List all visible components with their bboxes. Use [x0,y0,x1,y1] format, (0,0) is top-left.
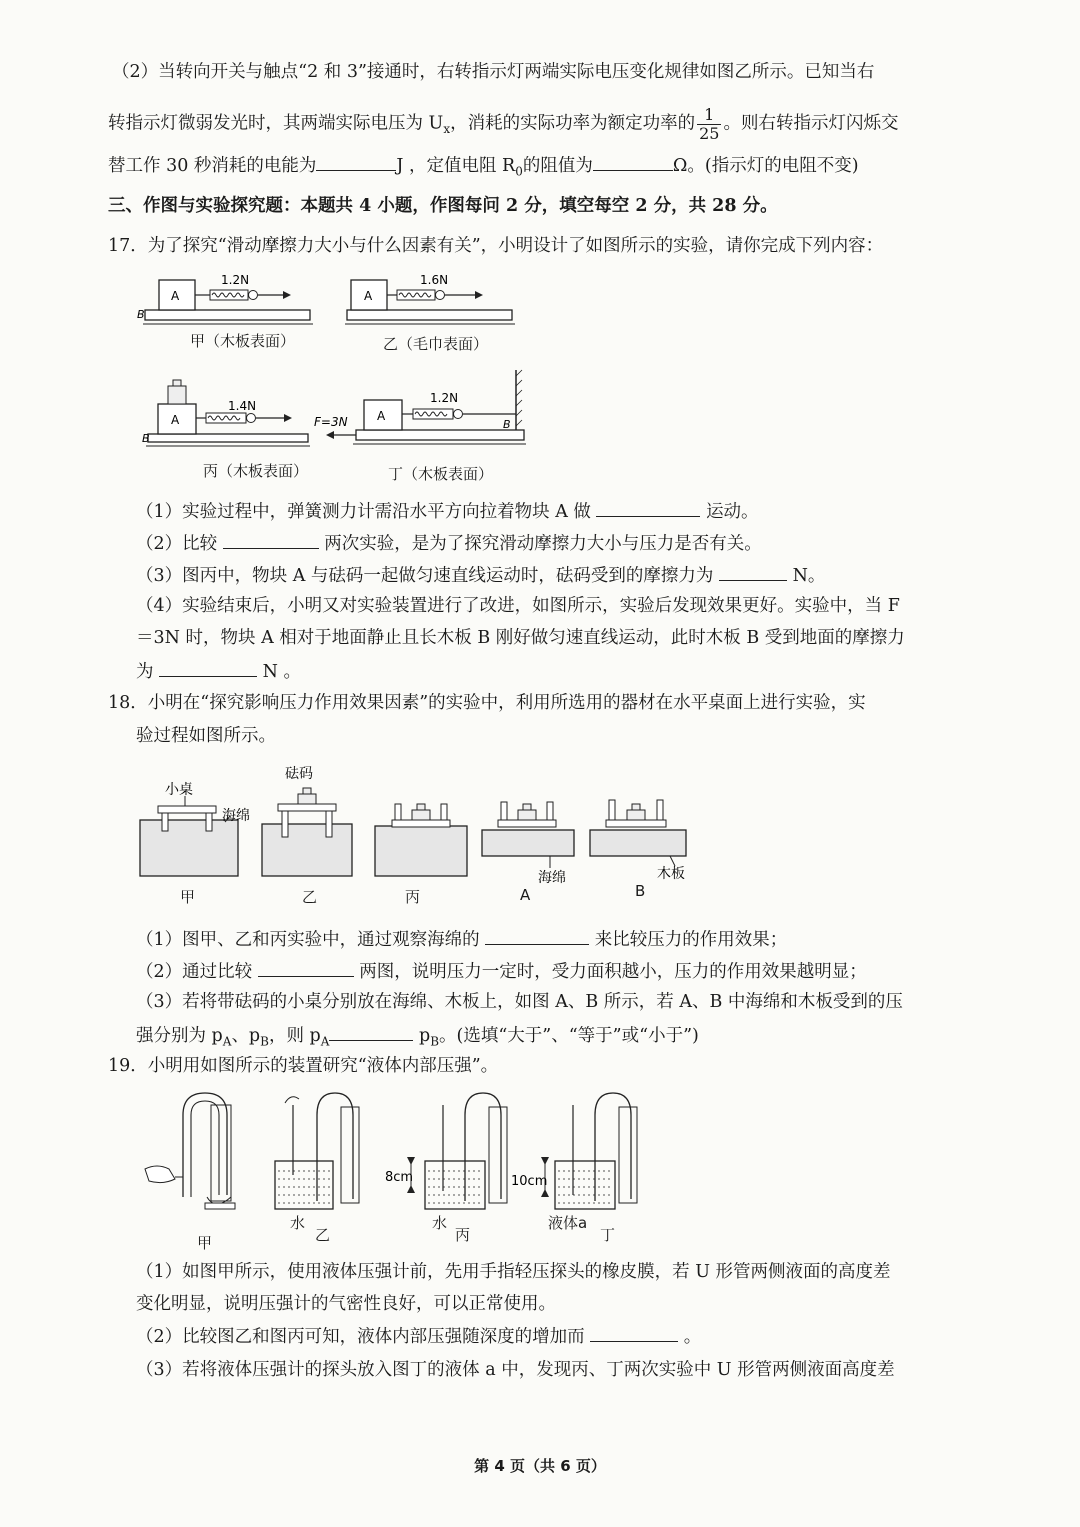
answer-blank[interactable] [596,500,700,517]
depth-label: 8cm [385,1170,414,1185]
caption-jia: 甲 [197,1234,213,1252]
fraction [697,106,721,142]
caption-bing: 丙 [455,1226,471,1244]
caption-jia: 甲（木板表面） [190,332,296,350]
block-label: A [377,409,386,423]
answer-blank[interactable] [329,1024,413,1041]
fraction-numerator: 1 [697,106,721,125]
force-label: 1.2N [430,391,459,405]
depth-label: 10cm [511,1174,548,1189]
text: 两次实验，是为了探究滑动摩擦力大小与压力是否有关。 [324,534,762,554]
beaker [275,1161,333,1209]
text: 强分别为 p [136,1026,223,1046]
q16-p2-line1: （2）当转向开关与触点“2 和 3”接通时，右转指示灯两端实际电压变化规律如图乙所示。已知当右 [112,62,875,82]
text: N 。 [262,662,302,682]
text: Ω。(指示灯的电阻不变) [672,156,859,176]
q18-part3-line1: （3）若将带砝码的小桌分别放在海绵、木板上，如图 A、B 所示，若 A、B 中海绵和木板受到的压 [136,992,903,1012]
answer-blank[interactable] [223,532,319,549]
answer-blank[interactable] [593,154,673,171]
q18-stem-line2: 验过程如图所示。 [136,726,276,746]
text: 来比较压力的作用效果； [594,930,788,950]
caption-bing: 丙 [405,888,421,906]
fraction-denominator: 25 [699,123,720,143]
subscript: B [430,1034,440,1049]
text: 。 [683,1327,702,1347]
water-label: 水 [290,1214,306,1232]
q18-part3-line2 [136,1024,699,1049]
block-label: A [171,289,180,303]
q17-figure-bing-ding [138,368,538,458]
caption-b: B [635,882,646,900]
text: （3）图丙中，物块 A 与砝码一起做匀速直线运动时，砝码受到的摩擦力为 [136,566,714,586]
q16-p2-line3 [108,154,859,179]
text: ，消耗的实际功率为额定功率的 [450,113,696,134]
answer-blank[interactable] [719,564,787,581]
caption-bing: 丙（木板表面） [203,462,309,480]
answer-blank[interactable] [316,154,396,171]
caption-jia: 甲 [180,888,196,906]
board-label: 木板 [657,866,685,882]
answer-blank[interactable] [485,928,589,945]
text: （1）实验过程中，弹簧测力计需沿水平方向拉着物块 A 做 [136,502,591,522]
pull-force-label: F=3N [314,415,348,429]
q17-part1 [136,500,759,523]
force-label: 1.6N [420,273,449,287]
text: （1）图甲、乙和丙实验中，通过观察海绵的 [136,930,480,950]
section3-heading: 三、作图与实验探究题：本题共 4 小题，作图每问 2 分，填空每空 2 分，共 28 分。 [108,196,778,216]
caption-a: A [520,886,531,904]
weight-label: 砝码 [285,766,313,782]
answer-blank[interactable] [590,1325,678,1342]
q19-part3-line1: （3）若将液体压强计的探头放入图丁的液体 a 中，发现丙、丁两次实验中 U 形管两侧液面高度差 [136,1360,895,1380]
text: 两图，说明压力一定时，受力面积越小，压力的作用效果越明显； [359,962,867,982]
text: 的阻值为 [522,156,593,176]
sponge-label: 海绵 [222,808,250,824]
board-label: B [503,418,511,431]
q19-part1-line1: （1）如图甲所示，使用液体压强计前，先用手指轻压探头的橡皮膜，若 U 形管两侧液面的高度差 [136,1262,891,1282]
text: 转指示灯微弱发光时，其两端实际电压为 U [108,113,444,134]
text: 、p [231,1026,261,1046]
q18-part2 [136,960,867,983]
q16-p2-line2 [108,106,898,142]
q18-stem-line1: 18．小明在“探究影响压力作用效果因素”的实验中，利用所选用的器材在水平桌面上进行实验，实 [108,693,866,713]
text: J ，定值电阻 R [396,156,516,176]
q19-stem: 19．小明用如图所示的装置研究“液体内部压强”。 [108,1056,499,1076]
q19-part2 [136,1325,701,1348]
text: 运动。 [706,502,759,522]
text: 为 [136,662,154,682]
text: （2）比较图乙和图丙可知，液体内部压强随深度的增加而 [136,1327,585,1347]
table-label: 小桌 [165,782,193,798]
water-label: 水 [432,1214,448,1232]
text: （2）通过比较 [136,962,253,982]
sponge [140,820,238,876]
board-b [145,310,310,320]
q19-part1-line2: 变化明显，说明压强计的气密性良好，可以正常使用。 [136,1294,556,1314]
liquid-label: 液体a [548,1214,588,1232]
caption-yi: 乙 [302,888,318,906]
subscript: 0 [515,164,523,179]
force-label: 1.2N [221,273,250,287]
subscript: A [222,1034,232,1049]
q17-part4-line3 [136,660,301,683]
subscript: x [443,122,451,137]
q17-part4-line2: ＝3N 时，物块 A 相对于地面静止且长木板 B 刚好做匀速直线运动，此时木板 B 受到地面的摩擦力 [136,628,905,648]
text: p [418,1026,431,1046]
sponge-label-a: 海绵 [538,870,566,886]
subscript: A [320,1034,330,1049]
text: N。 [792,566,826,586]
block-label: A [171,413,180,427]
text: 。则右转指示灯闪烁交 [723,113,899,134]
subscript: B [260,1034,269,1049]
board-label: B [137,308,145,321]
block-label: A [364,289,373,303]
caption-ding: 丁 [600,1226,616,1244]
board-label: B [142,432,150,445]
caption-ding: 丁（木板表面） [388,465,494,483]
caption-yi: 乙（毛巾表面） [383,335,489,353]
caption-yi: 乙 [315,1226,331,1244]
q17-part3 [136,564,825,587]
page-footer: 第 4 页（共 6 页） [474,1457,606,1475]
q17-part4-line1: （4）实验结束后，小明又对实验装置进行了改进，如图所示，实验后发现效果更好。实验中，当 F [136,596,900,616]
q18-part1 [136,928,787,951]
answer-blank[interactable] [258,960,354,977]
text: ，则 p [268,1026,321,1046]
q17-part2 [136,532,762,555]
text: 。(选填“大于”、“等于”或“小于”) [439,1026,699,1046]
answer-blank[interactable] [159,660,257,677]
q17-stem: 17．为了探究“滑动摩擦力大小与什么因素有关”，小明设计了如图所示的实验，请你完成下列内容： [108,236,884,256]
text: 替工作 30 秒消耗的电能为 [108,156,317,176]
text: （2）比较 [136,534,218,554]
force-label: 1.4N [228,399,257,413]
